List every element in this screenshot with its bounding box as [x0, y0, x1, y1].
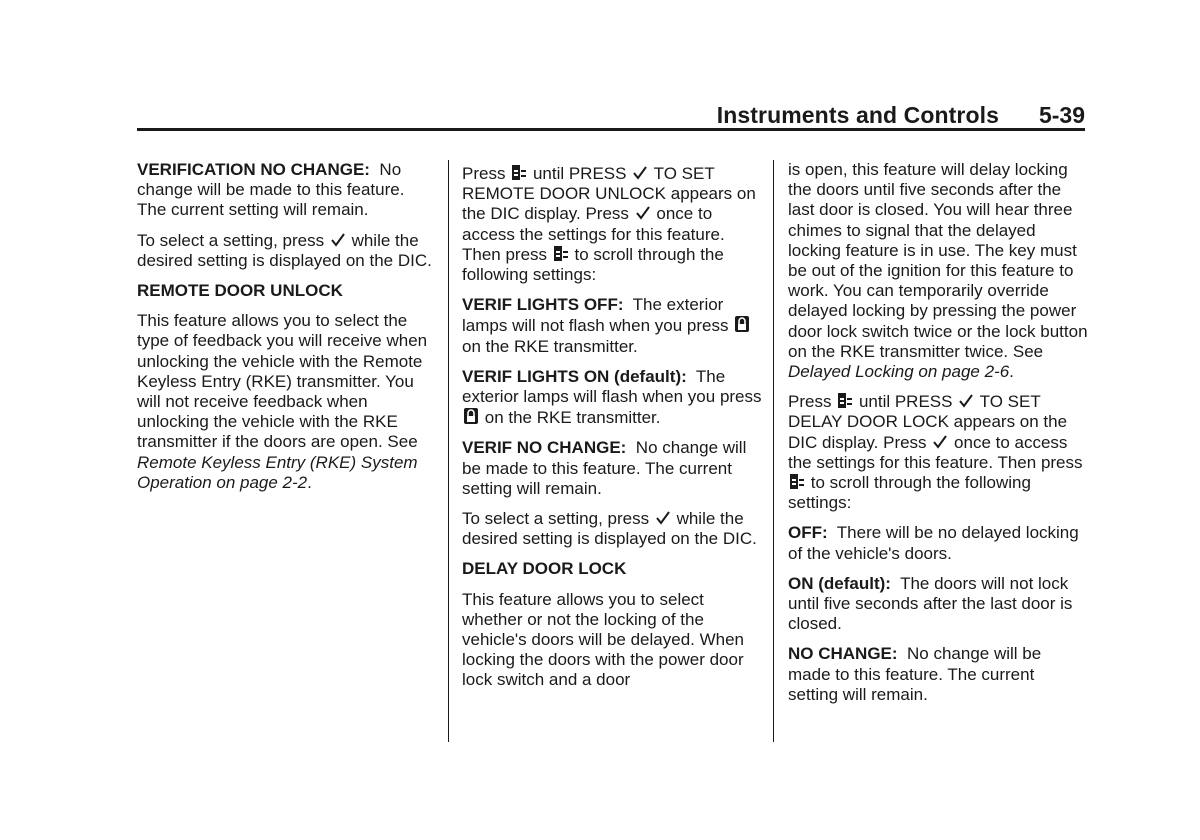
body-text: To select a setting, press	[462, 509, 650, 529]
body-text: once to access the settings for this feature. Then press	[462, 204, 725, 264]
body-text: To select a setting, press	[137, 230, 325, 250]
setting-label: VERIF LIGHTS ON (default):	[462, 366, 687, 386]
vehicle-info-menu-icon	[553, 245, 569, 262]
column-1	[137, 160, 437, 503]
column-2	[462, 164, 762, 701]
paragraph	[462, 295, 762, 357]
checkmark-icon	[635, 205, 651, 221]
paragraph	[462, 509, 762, 549]
body-text: Press	[462, 164, 506, 183]
checkmark-icon	[932, 434, 948, 450]
body-text: TO SET DELAY DOOR LOCK appears on the DIC display. Press	[788, 392, 1068, 452]
cross-reference-link[interactable]: Delayed Locking on page 2-6	[788, 362, 1010, 382]
body-text: to scroll through the following settings:	[462, 244, 724, 285]
body-text: while the desired setting is displayed on the DIC.	[137, 230, 432, 270]
paragraph	[788, 574, 1088, 635]
body-text: on the RKE transmitter.	[484, 408, 661, 428]
section-heading: DELAY DOOR LOCK	[462, 559, 627, 579]
body-text: to scroll through the following settings:	[788, 473, 1031, 513]
paragraph	[788, 160, 1088, 382]
vehicle-info-menu-icon	[511, 164, 527, 181]
setting-label: VERIF NO CHANGE:	[462, 438, 627, 458]
page-number: 5-39	[1038, 102, 1085, 128]
vehicle-info-menu-icon	[837, 392, 853, 409]
body-text: This feature allows you to select the type of feedback you will receive when unlocking the vehicle with the Remote Keyless Entry (RKE) transmitter. You will not receive feedback when unlocking the vehicle with the RKE transmitter if the doors are open. See	[137, 311, 428, 452]
paragraph: This feature allows you to select whether or not the locking of the vehicle's doors will be delayed. When locking the doors with the power door lock switch and a door	[462, 589, 745, 690]
checkmark-icon	[632, 165, 648, 181]
body-text: No change will be made to this feature. The current setting will remain.	[462, 438, 747, 498]
setting-label: ON (default):	[788, 573, 891, 593]
body-text: The doors will not lock until five seconds after the last door is closed.	[788, 573, 1073, 634]
setting-label: OFF:	[788, 523, 828, 543]
paragraph	[788, 523, 1088, 563]
section-heading: REMOTE DOOR UNLOCK	[137, 281, 343, 301]
page-header	[137, 100, 1085, 130]
paragraph	[137, 311, 437, 493]
body-text: No change will be made to this feature. The current setting will remain.	[788, 644, 1042, 704]
body-text: until PRESS	[858, 392, 953, 412]
body-text: No change will be made to this feature. The current setting will remain.	[137, 160, 405, 220]
header-rule	[137, 128, 1085, 131]
paragraph	[462, 367, 762, 429]
lock-icon	[463, 407, 479, 425]
checkmark-icon	[958, 393, 974, 409]
section-title: Instruments and Controls	[716, 102, 999, 128]
vehicle-info-menu-icon	[789, 473, 805, 490]
cross-reference-link[interactable]: Remote Keyless Entry (RKE) System Operation on page 2-2	[137, 452, 418, 492]
checkmark-icon	[330, 232, 346, 248]
body-text: until PRESS	[532, 164, 627, 183]
body-text: on the RKE transmitter.	[462, 336, 638, 356]
checkmark-icon	[655, 510, 671, 526]
column-divider	[448, 160, 449, 742]
body-text: The exterior lamps will not flash when you press	[462, 295, 729, 336]
setting-label: VERIF LIGHTS OFF:	[462, 295, 624, 315]
column-3	[788, 160, 1088, 715]
punctuation: .	[1009, 362, 1014, 382]
setting-label: NO CHANGE:	[788, 644, 898, 664]
body-text: is open, this feature will delay locking the doors until five seconds after the last door is closed. You will hear three chimes to signal that the delayed locking feature is in use. The key must be out of the ignition for this feature to work. You can temporarily override delayed locking by pressing the power door lock switch twice or the lock button on the RKE transmitter twice. See	[788, 160, 1088, 361]
paragraph	[462, 164, 762, 285]
paragraph	[137, 231, 437, 271]
setting-label: VERIFICATION NO CHANGE:	[137, 160, 370, 179]
punctuation: .	[307, 472, 312, 492]
body-text: TO SET REMOTE DOOR UNLOCK appears on the DIC display. Press	[462, 164, 756, 224]
lock-icon	[734, 315, 750, 333]
column-divider	[773, 160, 774, 742]
body-text: once to access the settings for this feature. Then press	[788, 432, 1083, 472]
paragraph	[788, 392, 1088, 513]
body-text: while the desired setting is displayed on the DIC.	[462, 509, 757, 549]
body-text: There will be no delayed locking of the vehicle's doors.	[788, 523, 1079, 563]
body-text: Press	[788, 392, 832, 412]
body-text: The exterior lamps will flash when you press	[462, 366, 762, 407]
paragraph	[788, 644, 1088, 705]
paragraph	[137, 160, 437, 221]
paragraph	[462, 438, 762, 499]
